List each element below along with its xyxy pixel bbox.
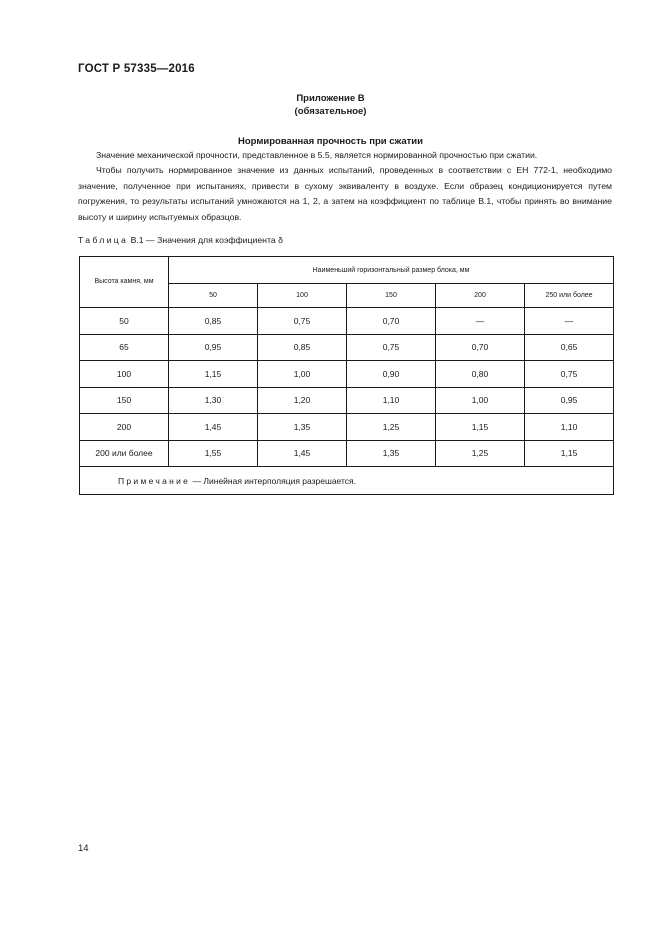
column-header-cell: 100 [258,284,347,308]
value-cell: 0,85 [258,334,347,361]
value-cell: 0,85 [169,308,258,335]
table-row [80,414,614,441]
column-header-cell: 250 или более [525,284,614,308]
table-note [80,467,614,495]
note-text: — Линейная интерполяция разрешается. [190,475,357,486]
annex-title-block [0,92,661,118]
height-cell: 100 [80,361,169,388]
height-cell: 200 или более [80,440,169,467]
value-cell: 0,80 [436,361,525,388]
value-cell: 1,25 [347,414,436,441]
value-cell: 1,25 [436,440,525,467]
table-row [80,361,614,388]
value-cell: 0,65 [525,334,614,361]
column-header-cell: 150 [347,284,436,308]
height-cell: 50 [80,308,169,335]
height-cell: 200 [80,414,169,441]
table-note-row [80,467,614,495]
value-cell: 1,15 [525,440,614,467]
table-row [80,387,614,414]
coefficient-table [79,256,614,495]
value-cell: 1,00 [258,361,347,388]
value-cell: — [436,308,525,335]
table-row [80,334,614,361]
table-row [80,308,614,335]
paragraph: Чтобы получить нормированное значение из данных испытаний, проведенных в соответствии с ЕН 772-1, необходимо значение, полученное при испытаниях, привести в сухому эквиваленту в воздухе. Если образец кондиционируется путем погружения, то результаты испытаний умножаются на 1, 2, а затем на коэффициент по таблице В.1, чтобы принять во внимание высоту и ширину испытуемых образцов. [78,165,612,222]
value-cell: 1,45 [258,440,347,467]
height-cell: 65 [80,334,169,361]
value-cell: — [525,308,614,335]
table-header-row [80,257,614,284]
value-cell: 1,55 [169,440,258,467]
value-cell: 0,75 [258,308,347,335]
annex-status: (обязательное) [294,106,367,117]
group-header-cell: Наименьший горизонтальный размер блока, мм [169,257,614,284]
value-cell: 1,15 [436,414,525,441]
table-row [80,440,614,467]
value-cell: 1,15 [169,361,258,388]
value-cell: 1,00 [436,387,525,414]
annex-title: Приложение В [296,93,365,104]
value-cell: 0,90 [347,361,436,388]
value-cell: 1,35 [258,414,347,441]
table-caption [78,235,283,245]
standard-designation: ГОСТ Р 57335—2016 [78,63,195,75]
column-header-cell: 50 [169,284,258,308]
note-label: Примечание [118,475,191,486]
paragraph: Значение механической прочности, представленное в 5.5, является нормированной прочностью при сжатии. [96,150,538,160]
table-caption-label: Таблица [78,235,129,245]
value-cell: 0,75 [525,361,614,388]
page-number: 14 [78,843,89,854]
value-cell: 0,95 [169,334,258,361]
value-cell: 1,20 [258,387,347,414]
value-cell: 0,95 [525,387,614,414]
table-caption-text: В.1 — Значения для коэффициента δ [130,235,283,245]
value-cell: 1,10 [347,387,436,414]
value-cell: 1,10 [525,414,614,441]
row-header-cell: Высота камня, мм [80,257,169,308]
value-cell: 1,45 [169,414,258,441]
value-cell: 0,75 [347,334,436,361]
value-cell: 1,30 [169,387,258,414]
value-cell: 0,70 [436,334,525,361]
height-cell: 150 [80,387,169,414]
value-cell: 1,35 [347,440,436,467]
body-text [78,148,612,225]
column-header-cell: 200 [436,284,525,308]
section-heading: Нормированная прочность при сжатии [238,136,423,147]
value-cell: 0,70 [347,308,436,335]
